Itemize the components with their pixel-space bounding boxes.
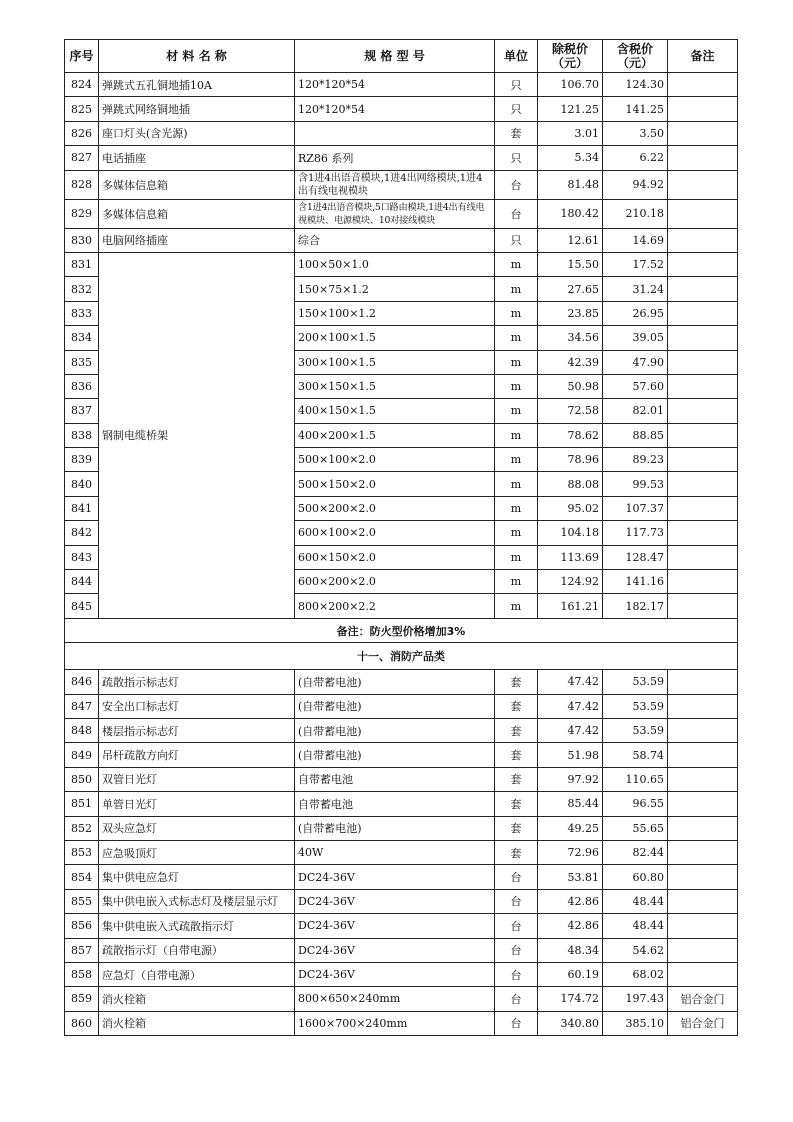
- header-no: 序号: [65, 40, 99, 73]
- specification: 300×150×1.5: [295, 374, 495, 398]
- specification: (自带蓄电池): [295, 816, 495, 840]
- price-ex-tax: 49.25: [538, 816, 603, 840]
- price-ex-tax: 161.21: [538, 594, 603, 618]
- note: [668, 170, 738, 199]
- table-row: [65, 792, 738, 816]
- unit: 台: [495, 914, 538, 938]
- table-row: [65, 743, 738, 767]
- specification: 120*120*54: [295, 73, 495, 97]
- header-price-inc-tax-line2: （元）: [616, 56, 653, 70]
- table-row: [65, 816, 738, 840]
- price-inc-tax: 107.37: [603, 496, 668, 520]
- price-ex-tax: 12.61: [538, 228, 603, 252]
- table-row: [65, 865, 738, 889]
- row-number: 852: [65, 816, 99, 840]
- note: [668, 840, 738, 864]
- table-row: [65, 228, 738, 252]
- price-inc-tax: 55.65: [603, 816, 668, 840]
- table-row: [65, 97, 738, 121]
- note: [668, 914, 738, 938]
- price-ex-tax: 3.01: [538, 121, 603, 145]
- row-number: 840: [65, 472, 99, 496]
- price-ex-tax: 15.50: [538, 252, 603, 276]
- price-inc-tax: 58.74: [603, 743, 668, 767]
- price-ex-tax: 42.86: [538, 914, 603, 938]
- price-ex-tax: 34.56: [538, 326, 603, 350]
- row-number: 853: [65, 840, 99, 864]
- unit: 套: [495, 792, 538, 816]
- material-name: 双头应急灯: [99, 816, 295, 840]
- price-ex-tax: 60.19: [538, 962, 603, 986]
- unit: 套: [495, 670, 538, 694]
- specification: (自带蓄电池): [295, 694, 495, 718]
- row-number: 839: [65, 448, 99, 472]
- price-ex-tax: 174.72: [538, 987, 603, 1011]
- note: [668, 146, 738, 170]
- section-title: 十一、消防产品类: [65, 643, 738, 670]
- price-ex-tax: 42.39: [538, 350, 603, 374]
- unit: 套: [495, 718, 538, 742]
- row-number: 834: [65, 326, 99, 350]
- unit: 套: [495, 816, 538, 840]
- row-number: 849: [65, 743, 99, 767]
- header-price-inc-tax: [603, 40, 668, 73]
- unit: 台: [495, 938, 538, 962]
- row-number: 830: [65, 228, 99, 252]
- price-inc-tax: 88.85: [603, 423, 668, 447]
- unit: 只: [495, 146, 538, 170]
- price-inc-tax: 48.44: [603, 889, 668, 913]
- note: [668, 228, 738, 252]
- table-row: [65, 962, 738, 986]
- specification: 600×150×2.0: [295, 545, 495, 569]
- unit: m: [495, 496, 538, 520]
- table-row: [65, 170, 738, 199]
- material-name: 多媒体信息箱: [99, 199, 295, 228]
- price-ex-tax: 27.65: [538, 277, 603, 301]
- note: [668, 472, 738, 496]
- unit: 套: [495, 840, 538, 864]
- price-inc-tax: 39.05: [603, 326, 668, 350]
- unit: 台: [495, 987, 538, 1011]
- remark-row: [65, 618, 738, 642]
- header-price-ex-tax-line1: 除税价: [551, 42, 588, 56]
- specification: 400×150×1.5: [295, 399, 495, 423]
- unit: m: [495, 521, 538, 545]
- header-price-ex-tax: [538, 40, 603, 73]
- price-ex-tax: 121.25: [538, 97, 603, 121]
- price-ex-tax: 53.81: [538, 865, 603, 889]
- price-inc-tax: 110.65: [603, 767, 668, 791]
- row-number: 837: [65, 399, 99, 423]
- header-unit: 单位: [495, 40, 538, 73]
- price-ex-tax: 5.34: [538, 146, 603, 170]
- price-inc-tax: 82.44: [603, 840, 668, 864]
- price-ex-tax: 72.58: [538, 399, 603, 423]
- unit: m: [495, 570, 538, 594]
- unit: m: [495, 594, 538, 618]
- note: [668, 350, 738, 374]
- specification: 40W: [295, 840, 495, 864]
- specification: DC24-36V: [295, 938, 495, 962]
- table-row: [65, 121, 738, 145]
- material-name: 单管日光灯: [99, 792, 295, 816]
- unit: 台: [495, 962, 538, 986]
- table-body: [65, 73, 738, 1036]
- table-row: [65, 889, 738, 913]
- material-name: 消火栓箱: [99, 987, 295, 1011]
- price-ex-tax: 113.69: [538, 545, 603, 569]
- header-spec: 规 格 型 号: [295, 40, 495, 73]
- specification: 500×100×2.0: [295, 448, 495, 472]
- price-inc-tax: 385.10: [603, 1011, 668, 1035]
- specification: DC24-36V: [295, 914, 495, 938]
- specification: 100×50×1.0: [295, 252, 495, 276]
- material-name: 集中供电应急灯: [99, 865, 295, 889]
- row-number: 825: [65, 97, 99, 121]
- note: [668, 121, 738, 145]
- material-name: 电脑网络插座: [99, 228, 295, 252]
- note: [668, 521, 738, 545]
- row-number: 824: [65, 73, 99, 97]
- table-row: [65, 252, 738, 276]
- price-ex-tax: 51.98: [538, 743, 603, 767]
- price-inc-tax: 26.95: [603, 301, 668, 325]
- specification: 自带蓄电池: [295, 767, 495, 791]
- note: [668, 326, 738, 350]
- price-inc-tax: 60.80: [603, 865, 668, 889]
- price-ex-tax: 88.08: [538, 472, 603, 496]
- row-number: 833: [65, 301, 99, 325]
- remark-banner: 备注：防火型价格增加3%: [65, 618, 738, 642]
- material-name: 集中供电嵌入式疏散指示灯: [99, 914, 295, 938]
- price-ex-tax: 97.92: [538, 767, 603, 791]
- note: [668, 399, 738, 423]
- price-inc-tax: 53.59: [603, 718, 668, 742]
- specification: 自带蓄电池: [295, 792, 495, 816]
- price-inc-tax: 141.16: [603, 570, 668, 594]
- unit: 套: [495, 743, 538, 767]
- specification: [295, 121, 495, 145]
- specification: 600×200×2.0: [295, 570, 495, 594]
- price-inc-tax: 128.47: [603, 545, 668, 569]
- material-name-merged: 钢制电缆桥架: [99, 252, 295, 618]
- row-number: 846: [65, 670, 99, 694]
- specification: 含1进4出语音模块,5口路由模块,1进4出有线电视模块、电源模块、10对接线模块: [295, 199, 495, 228]
- price-ex-tax: 47.42: [538, 694, 603, 718]
- specification: 800×650×240mm: [295, 987, 495, 1011]
- unit: m: [495, 399, 538, 423]
- unit: m: [495, 326, 538, 350]
- price-inc-tax: 182.17: [603, 594, 668, 618]
- row-number: 851: [65, 792, 99, 816]
- unit: 台: [495, 199, 538, 228]
- table-row: [65, 146, 738, 170]
- note: [668, 199, 738, 228]
- material-name: 弹跳式五孔铜地插10A: [99, 73, 295, 97]
- unit: 台: [495, 1011, 538, 1035]
- row-number: 860: [65, 1011, 99, 1035]
- unit: m: [495, 472, 538, 496]
- note: 铝合金门: [668, 987, 738, 1011]
- material-name: 应急灯（自带电源）: [99, 962, 295, 986]
- material-name: 消火栓箱: [99, 1011, 295, 1035]
- section-row: [65, 643, 738, 670]
- row-number: 832: [65, 277, 99, 301]
- note: 铝合金门: [668, 1011, 738, 1035]
- material-name: 双管日光灯: [99, 767, 295, 791]
- row-number: 856: [65, 914, 99, 938]
- specification: 150×75×1.2: [295, 277, 495, 301]
- price-inc-tax: 31.24: [603, 277, 668, 301]
- row-number: 831: [65, 252, 99, 276]
- row-number: 838: [65, 423, 99, 447]
- table-row: [65, 199, 738, 228]
- note: [668, 938, 738, 962]
- note: [668, 889, 738, 913]
- specification: 500×150×2.0: [295, 472, 495, 496]
- specification: 300×100×1.5: [295, 350, 495, 374]
- price-ex-tax: 340.80: [538, 1011, 603, 1035]
- row-number: 842: [65, 521, 99, 545]
- header-price-ex-tax-line2: （元）: [551, 56, 588, 70]
- material-name: 集中供电嵌入式标志灯及楼层显示灯: [99, 889, 295, 913]
- note: [668, 694, 738, 718]
- header-note: 备注: [668, 40, 738, 73]
- price-inc-tax: 197.43: [603, 987, 668, 1011]
- table-row: [65, 73, 738, 97]
- material-name: 吊杆疏散方向灯: [99, 743, 295, 767]
- note: [668, 252, 738, 276]
- specification: 400×200×1.5: [295, 423, 495, 447]
- unit: m: [495, 277, 538, 301]
- specification: (自带蓄电池): [295, 718, 495, 742]
- price-ex-tax: 50.98: [538, 374, 603, 398]
- note: [668, 570, 738, 594]
- unit: m: [495, 301, 538, 325]
- row-number: 826: [65, 121, 99, 145]
- specification: RZ86 系列: [295, 146, 495, 170]
- price-inc-tax: 82.01: [603, 399, 668, 423]
- note: [668, 816, 738, 840]
- specification: 200×100×1.5: [295, 326, 495, 350]
- note: [668, 496, 738, 520]
- header-row: [65, 40, 738, 73]
- price-ex-tax: 124.92: [538, 570, 603, 594]
- price-ex-tax: 78.62: [538, 423, 603, 447]
- specification: 含1进4出语音模块,1进4出网络模块,1进4出有线电视模块: [295, 170, 495, 199]
- note: [668, 962, 738, 986]
- row-number: 827: [65, 146, 99, 170]
- price-inc-tax: 89.23: [603, 448, 668, 472]
- table-row: [65, 694, 738, 718]
- unit: m: [495, 374, 538, 398]
- note: [668, 301, 738, 325]
- material-name: 楼层指示标志灯: [99, 718, 295, 742]
- material-name: 安全出口标志灯: [99, 694, 295, 718]
- price-inc-tax: 68.02: [603, 962, 668, 986]
- unit: 套: [495, 121, 538, 145]
- specification: DC24-36V: [295, 889, 495, 913]
- unit: 台: [495, 865, 538, 889]
- note: [668, 73, 738, 97]
- note: [668, 374, 738, 398]
- price-ex-tax: 47.42: [538, 718, 603, 742]
- material-name: 疏散指示灯（自带电源）: [99, 938, 295, 962]
- unit: m: [495, 350, 538, 374]
- price-ex-tax: 106.70: [538, 73, 603, 97]
- material-name: 应急吸顶灯: [99, 840, 295, 864]
- note: [668, 743, 738, 767]
- price-inc-tax: 6.22: [603, 146, 668, 170]
- price-inc-tax: 99.53: [603, 472, 668, 496]
- table-row: [65, 914, 738, 938]
- header-price-inc-tax-line1: 含税价: [616, 42, 653, 56]
- note: [668, 718, 738, 742]
- price-ex-tax: 180.42: [538, 199, 603, 228]
- note: [668, 670, 738, 694]
- price-ex-tax: 81.48: [538, 170, 603, 199]
- table-row: [65, 840, 738, 864]
- price-inc-tax: 53.59: [603, 670, 668, 694]
- row-number: 836: [65, 374, 99, 398]
- table-row: [65, 1011, 738, 1035]
- row-number: 828: [65, 170, 99, 199]
- unit: 台: [495, 170, 538, 199]
- specification: 150×100×1.2: [295, 301, 495, 325]
- price-ex-tax: 42.86: [538, 889, 603, 913]
- unit: 台: [495, 889, 538, 913]
- price-ex-tax: 72.96: [538, 840, 603, 864]
- row-number: 858: [65, 962, 99, 986]
- table-row: [65, 670, 738, 694]
- unit: 只: [495, 228, 538, 252]
- price-ex-tax: 23.85: [538, 301, 603, 325]
- row-number: 848: [65, 718, 99, 742]
- specification: 500×200×2.0: [295, 496, 495, 520]
- specification: DC24-36V: [295, 962, 495, 986]
- note: [668, 594, 738, 618]
- unit: m: [495, 252, 538, 276]
- specification: 600×100×2.0: [295, 521, 495, 545]
- price-ex-tax: 95.02: [538, 496, 603, 520]
- row-number: 855: [65, 889, 99, 913]
- specification: (自带蓄电池): [295, 743, 495, 767]
- price-inc-tax: 48.44: [603, 914, 668, 938]
- note: [668, 767, 738, 791]
- material-name: 疏散指示标志灯: [99, 670, 295, 694]
- price-ex-tax: 48.34: [538, 938, 603, 962]
- unit: m: [495, 448, 538, 472]
- row-number: 847: [65, 694, 99, 718]
- row-number: 850: [65, 767, 99, 791]
- row-number: 843: [65, 545, 99, 569]
- header-name: 材 料 名 称: [99, 40, 295, 73]
- price-table: [64, 39, 738, 1036]
- unit: 只: [495, 97, 538, 121]
- price-inc-tax: 141.25: [603, 97, 668, 121]
- table-row: [65, 718, 738, 742]
- row-number: 845: [65, 594, 99, 618]
- row-number: 859: [65, 987, 99, 1011]
- table-row: [65, 938, 738, 962]
- row-number: 835: [65, 350, 99, 374]
- note: [668, 865, 738, 889]
- price-ex-tax: 85.44: [538, 792, 603, 816]
- material-name: 多媒体信息箱: [99, 170, 295, 199]
- specification: (自带蓄电池): [295, 670, 495, 694]
- material-name: 座口灯头(含光源): [99, 121, 295, 145]
- table-row: [65, 767, 738, 791]
- price-inc-tax: 47.90: [603, 350, 668, 374]
- price-inc-tax: 3.50: [603, 121, 668, 145]
- unit: 套: [495, 767, 538, 791]
- specification: 1600×700×240mm: [295, 1011, 495, 1035]
- price-inc-tax: 17.52: [603, 252, 668, 276]
- specification: 120*120*54: [295, 97, 495, 121]
- note: [668, 97, 738, 121]
- specification: 800×200×2.2: [295, 594, 495, 618]
- price-inc-tax: 124.30: [603, 73, 668, 97]
- price-ex-tax: 78.96: [538, 448, 603, 472]
- row-number: 841: [65, 496, 99, 520]
- material-name: 电话插座: [99, 146, 295, 170]
- note: [668, 277, 738, 301]
- row-number: 829: [65, 199, 99, 228]
- material-name: 弹跳式网络铜地插: [99, 97, 295, 121]
- specification: DC24-36V: [295, 865, 495, 889]
- price-inc-tax: 210.18: [603, 199, 668, 228]
- price-ex-tax: 47.42: [538, 670, 603, 694]
- note: [668, 423, 738, 447]
- price-ex-tax: 104.18: [538, 521, 603, 545]
- unit: 只: [495, 73, 538, 97]
- price-inc-tax: 94.92: [603, 170, 668, 199]
- specification: 综合: [295, 228, 495, 252]
- price-inc-tax: 14.69: [603, 228, 668, 252]
- note: [668, 545, 738, 569]
- note: [668, 448, 738, 472]
- unit: 套: [495, 694, 538, 718]
- row-number: 857: [65, 938, 99, 962]
- price-inc-tax: 96.55: [603, 792, 668, 816]
- note: [668, 792, 738, 816]
- row-number: 854: [65, 865, 99, 889]
- price-inc-tax: 53.59: [603, 694, 668, 718]
- price-inc-tax: 57.60: [603, 374, 668, 398]
- unit: m: [495, 423, 538, 447]
- row-number: 844: [65, 570, 99, 594]
- price-inc-tax: 54.62: [603, 938, 668, 962]
- unit: m: [495, 545, 538, 569]
- table-row: [65, 987, 738, 1011]
- price-inc-tax: 117.73: [603, 521, 668, 545]
